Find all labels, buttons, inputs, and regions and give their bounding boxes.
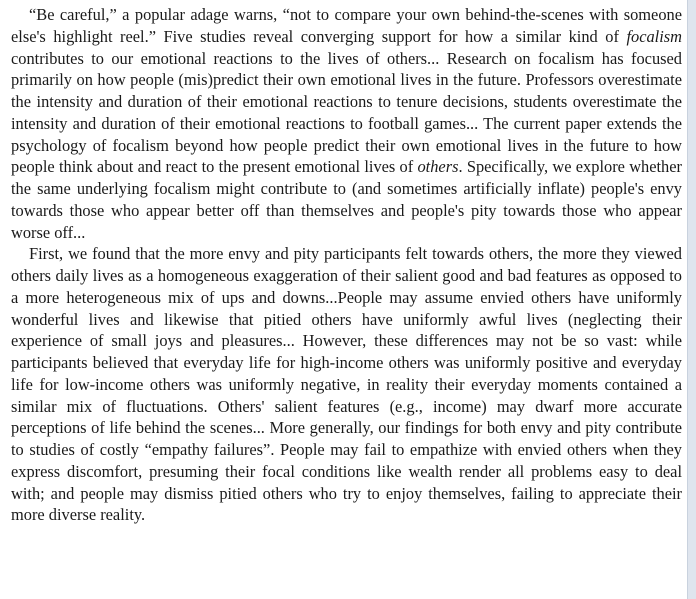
paragraph-2: First, we found that the more envy and pity participants felt towards others, the more they viewed others daily lives as a homogeneous exaggeration of their salient good and bad features as opposed to a more heterogeneous mix of ups and downs...People may assume envied others have uniformly wonderful lives and likewise that pitied others have uniformly awful lives (neglecting their experience of small joys and pleasures... However, these differences may not be so vast: while participants believed that everyday life for high-income others was uniformly positive and everyday life for low-income others was uniformly negative, in reality their everyday moments contained a similar mix of fluctuations. Others' salient features (e.g., income) may dwarf more accurate perceptions of life behind the scenes... More generally, our findings for both envy and pity contribute to studies of costly “empathy failures”. People may fail to empathize with envied others when they express discomfort, presuming their focal conditions like wealth render all problems easy to deal with; and people may dismiss pitied others who try to enjoy themselves, failing to appreciate their more diverse reality. — [11, 244, 682, 525]
paragraph-1-text-a: “Be careful,” a popular adage warns, “not to compare your own behind-the-scenes with someone else's highlight reel.” Five studies reveal converging support for how a similar kind of — [11, 5, 682, 46]
window-edge — [687, 0, 696, 599]
paragraph-1 — [11, 4, 682, 243]
focalism-emphasis: focalism — [626, 26, 682, 46]
paragraph-1-text-b: contributes to our emotional reactions to the lives of others... Research on focalism has focused primarily on how people (mis)predict their own emotional lives in the future. Professors overestimate the intensity and duration of their emotional reactions to tenure decisions, students overestimate the intensity and duration of their emotional reactions to football games... The current paper extends the psychology of focalism beyond how people predict their own emotional lives in the future to how people think about and react to the present emotional lives of — [11, 48, 682, 177]
paragraph-1-text-c: . Specifically, we explore whether the same underlying focalism might contribute to (and sometimes artificially inflate) people's envy towards those who appear better off than themselves and people's pity towards those who appear worse off... — [11, 157, 682, 242]
others-emphasis: others — [417, 157, 459, 177]
